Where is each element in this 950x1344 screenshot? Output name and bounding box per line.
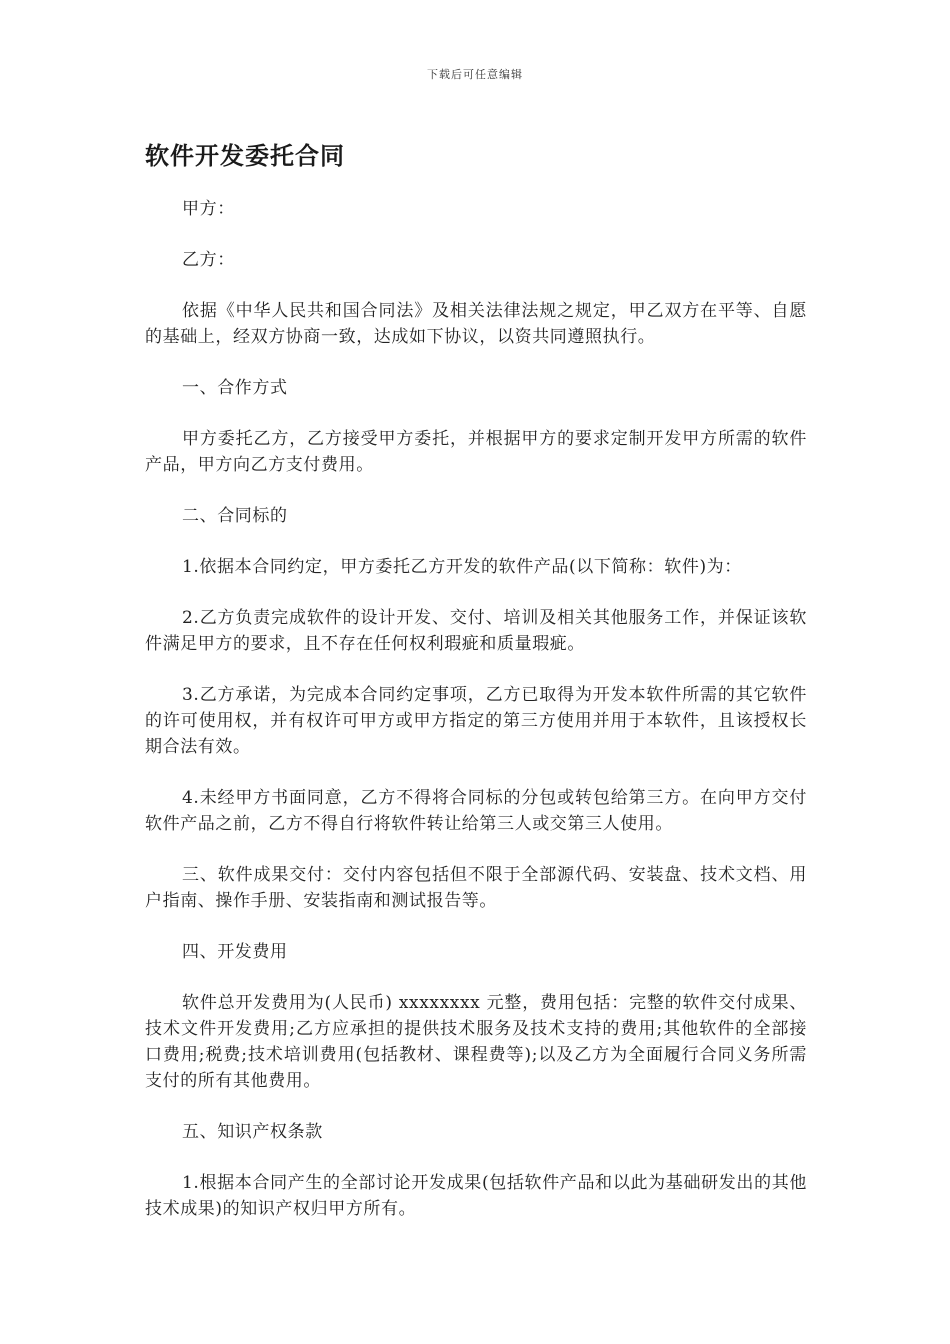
section-heading-ip: 五、知识产权条款 [182, 1122, 323, 1142]
subject-clause-4: 4.未经甲方书面同意，乙方不得将合同标的分包或转包给第三方。在向甲方交付软件产品之前，乙方不得自行将软件转让给第三人或交第三人使用。 [145, 788, 807, 834]
subject-clause-3: 3.乙方承诺，为完成本合同约定事项，乙方已取得为开发本软件所需的其它软件的许可使用权，并有权许可甲方或甲方指定的第三方使用并用于本软件，且该授权长期合法有效。 [145, 685, 807, 757]
document-body [145, 196, 807, 1247]
section-heading-fees: 四、开发费用 [182, 942, 288, 962]
subject-clause-2: 2.乙方负责完成软件的设计开发、交付、培训及相关其他服务工作，并保证该软件满足甲方的要求，且不存在任何权利瑕疵和质量瑕疵。 [145, 608, 807, 654]
section-heading-subject: 二、合同标的 [182, 506, 288, 526]
party-b-line: 乙方： [182, 250, 235, 270]
section-heading-cooperation: 一、合作方式 [182, 378, 288, 398]
party-a-line: 甲方： [182, 199, 235, 219]
fees-paragraph: 软件总开发费用为(人民币) xxxxxxxx 元整，费用包括：完整的软件交付成果、技术文件开发费用;乙方应承担的提供技术服务及技术支持的费用;其他软件的全部接口费用;税费;技术培训费用(包括教材、课程费等);以及乙方为全面履行合同义务所需支付的所有其他费用。 [145, 993, 807, 1091]
cooperation-paragraph: 甲方委托乙方，乙方接受甲方委托，并根据甲方的要求定制开发甲方所需的软件产品，甲方向乙方支付费用。 [145, 429, 807, 475]
ip-clause-1: 1.根据本合同产生的全部讨论开发成果(包括软件产品和以此为基础研发出的其他技术成果)的知识产权归甲方所有。 [145, 1173, 807, 1219]
page-header-note: 下载后可任意编辑 [427, 68, 523, 81]
subject-clause-1: 1.依据本合同约定，甲方委托乙方开发的软件产品(以下简称：软件)为： [182, 557, 742, 577]
preamble-paragraph: 依据《中华人民共和国合同法》及相关法律法规之规定，甲乙双方在平等、自愿的基础上，经双方协商一致，达成如下协议，以资共同遵照执行。 [145, 301, 807, 347]
document-title: 软件开发委托合同 [145, 142, 345, 170]
delivery-paragraph: 三、软件成果交付：交付内容包括但不限于全部源代码、安装盘、技术文档、用户指南、操作手册、安装指南和测试报告等。 [145, 865, 807, 911]
